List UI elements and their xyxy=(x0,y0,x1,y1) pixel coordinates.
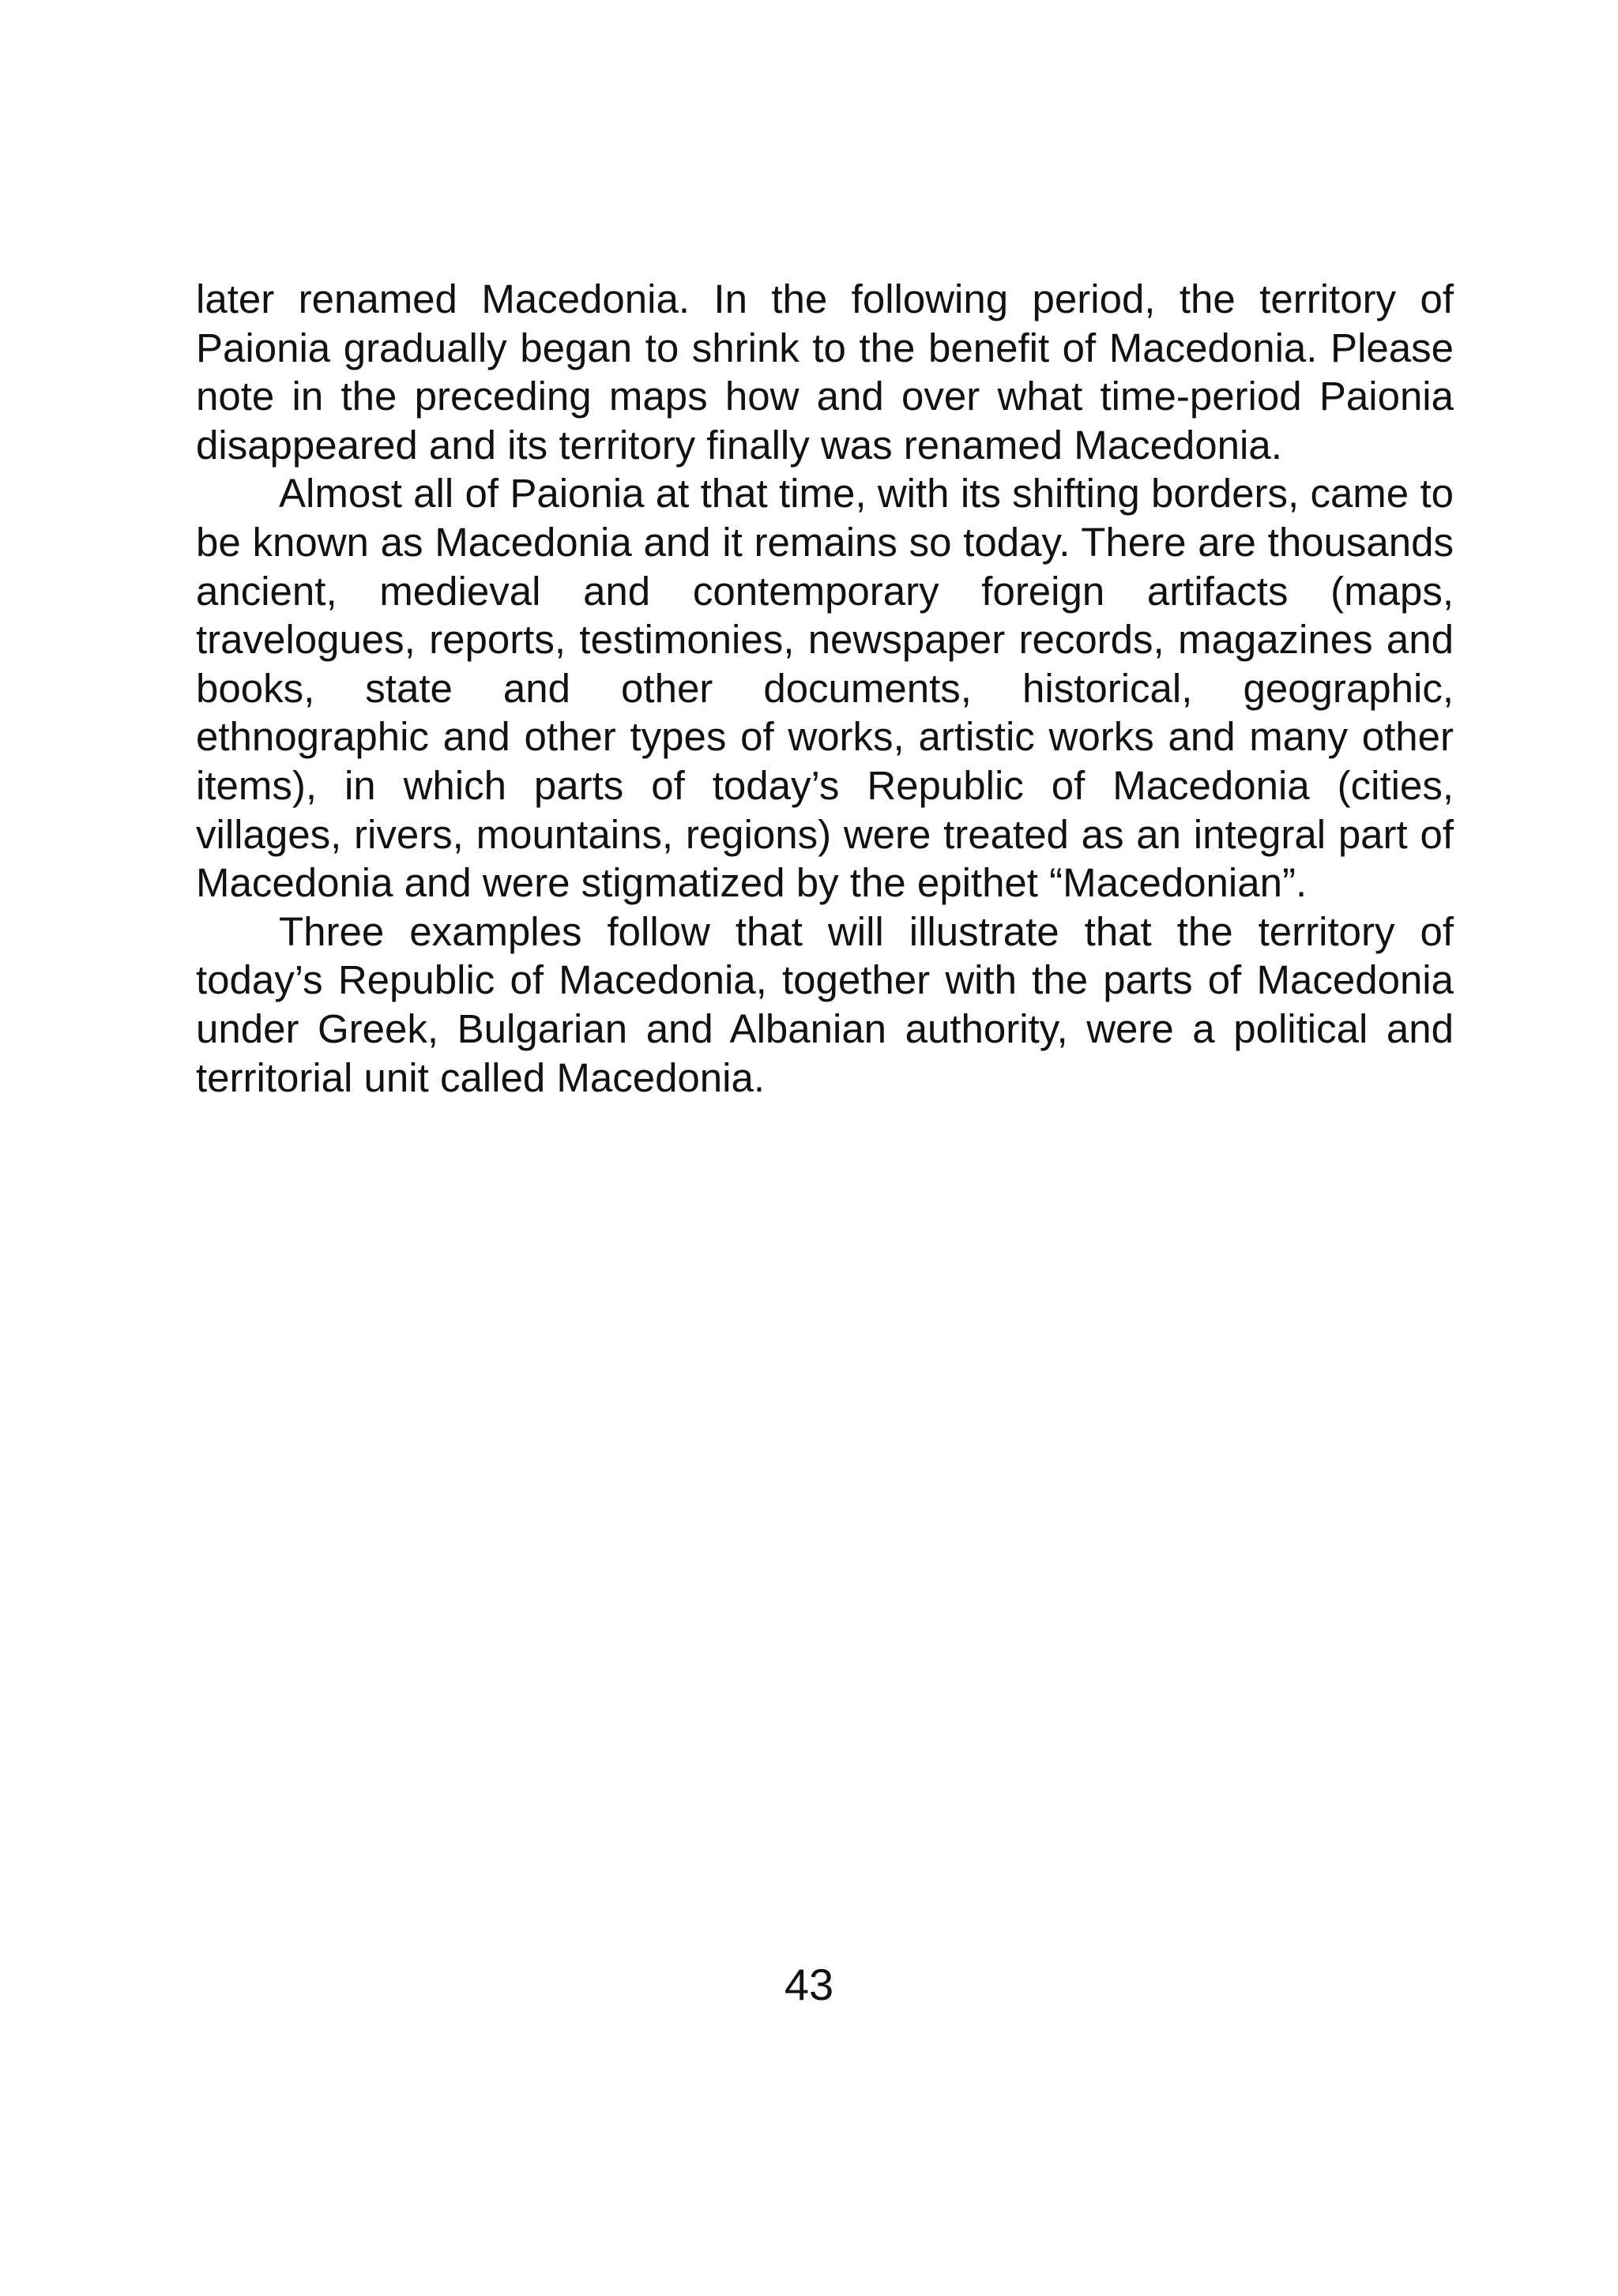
paragraph-3: Three examples follow that will illustrate that the territory of today’s Republic of Macedonia, together with the parts of Macedonia under Greek, Bulgarian and Albanian authority, were a political and territorial unit called Macedonia. xyxy=(196,908,1454,1100)
paragraph-1: later renamed Macedonia. In the following period, the territory of Paionia gradually began to shrink to the benefit of Macedonia. Please note in the preceding maps how and over what time-period Paionia disappeared and its territory finally was renamed Macedonia. xyxy=(196,276,1454,468)
paragraph-2: Almost all of Paionia at that time, with its shifting borders, came to be known as Macedonia and it remains so today. There are thousands ancient, medieval and contemporary foreign artifacts (maps, travelogues, reports, testimonies, newspaper records, magazines and books, state and other documents, historical, geographic, ethnographic and other types of works, artistic works and many other items), in which parts of today’s Republic of Macedonia (cities, villages, rivers, mountains, regions) were treated as an integral part of Macedonia and were stigmatized by the epithet “Macedonian”. xyxy=(196,471,1454,906)
page-number: 43 xyxy=(784,1960,834,2009)
body-text xyxy=(196,275,1454,1102)
